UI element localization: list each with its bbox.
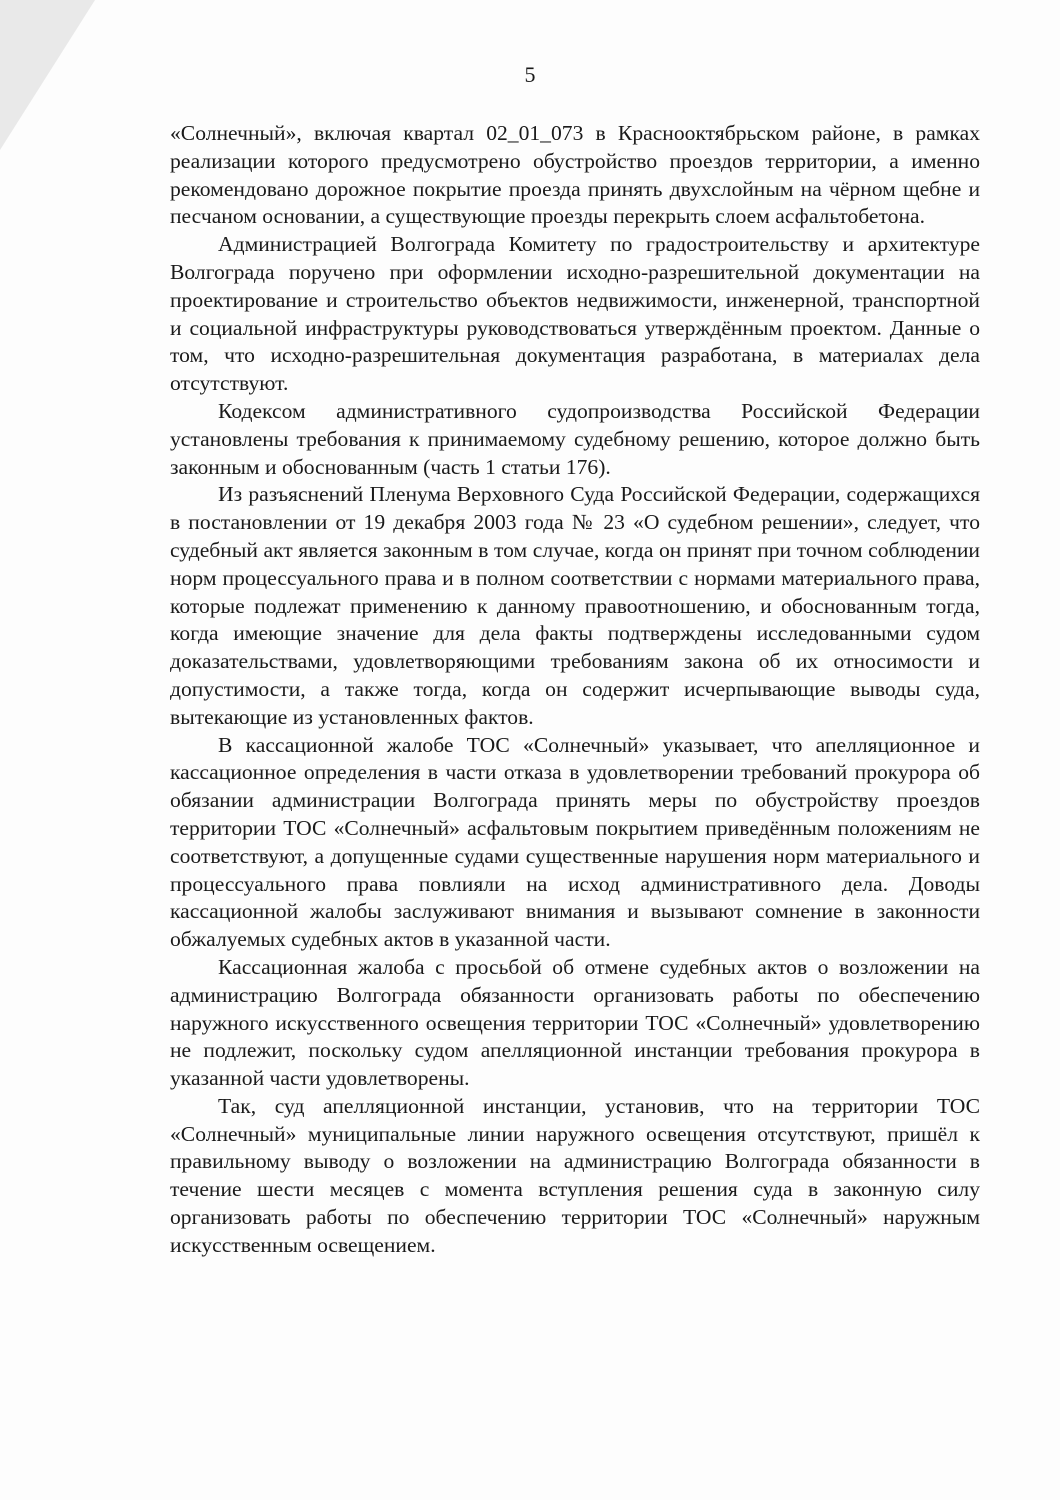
paragraph-7: Так, суд апелляционной инстанции, установив, что на территории ТОС «Солнечный» муниципальные линии наружного освещения отсутствуют, пришёл к правильному выводу о возложении на администрацию Волгограда обязанности в течение шести месяцев с момента вступления решения суда в законную силу организовать работы по обеспечению территории ТОС «Солнечный» наружным искусственным освещением. [170, 1093, 980, 1257]
paragraph-1: «Солнечный», включая квартал 02_01_073 в Краснооктябрьском районе, в рамках реализации которого предусмотрено обустройство проездов территории, а именно рекомендовано дорожное покрытие проезда принять двухслойным на чёрном щебне и песчаном основании, а существующие проезды перекрыть слоем асфальтобетона. [170, 121, 980, 229]
paragraph-5: В кассационной жалобе ТОС «Солнечный» указывает, что апелляционное и кассационное определения в части отказа в удовлетворении требований прокурора об обязании администрации Волгограда принять меры по обустройству проездов территории ТОС «Солнечный» асфальтовым покрытием приведённым положениям не соответствуют, а допущенные судами существенные нарушения норм материального и процессуального права повлияли на исход административного дела. Доводы кассационной жалобы заслуживают внимания и вызывают сомнение в законности обжалуемых судебных актов в указанной части. [170, 732, 980, 952]
paragraph-4: Из разъяснений Пленума Верховного Суда Российской Федерации, содержащихся в постановлении от 19 декабря 2003 года № 23 «О судебном решении», следует, что судебный акт является законным в том случае, когда он принят при точном соблюдении норм процессуального права и в полном соответствии с нормами материального права, которые подлежат применению к данному правоотношению, и обоснованным тогда, когда имеющие значение для дела факты подтверждены исследованными судом доказательствами, удовлетворяющими требованиям закона об их относимости и допустимости, а также тогда, когда он содержит исчерпывающие выводы суда, вытекающие из установленных фактов. [170, 482, 980, 729]
paragraph-6: Кассационная жалоба с просьбой об отмене судебных актов о возложении на администрацию Волгограда обязанности организовать работы по обеспечению наружного искусственного освещения территории ТОС «Солнечный» удовлетворению не подлежит, поскольку судом апелляционной инстанции требования прокурора в указанной части удовлетворены. [170, 954, 980, 1091]
paragraph-3: Кодексом административного судопроизводства Российской Федерации установлены требования к принимаемому судебному решению, которое должно быть законным и обоснованным (часть 1 статьи 176). [170, 398, 980, 479]
paragraph-2: Администрацией Волгограда Комитету по градостроительству и архитектуре Волгограда поручено при оформлении исходно-разрешительной документации на проектирование и строительство объектов недвижимости, инженерной, транспортной и социальной инфраструктуры руководствоваться утверждённым проектом. Данные о том, что исходно-разрешительная документация разработана, в материалах дела отсутствуют. [170, 232, 980, 396]
document-body [170, 120, 980, 1260]
page-number: 5 [524, 62, 536, 87]
